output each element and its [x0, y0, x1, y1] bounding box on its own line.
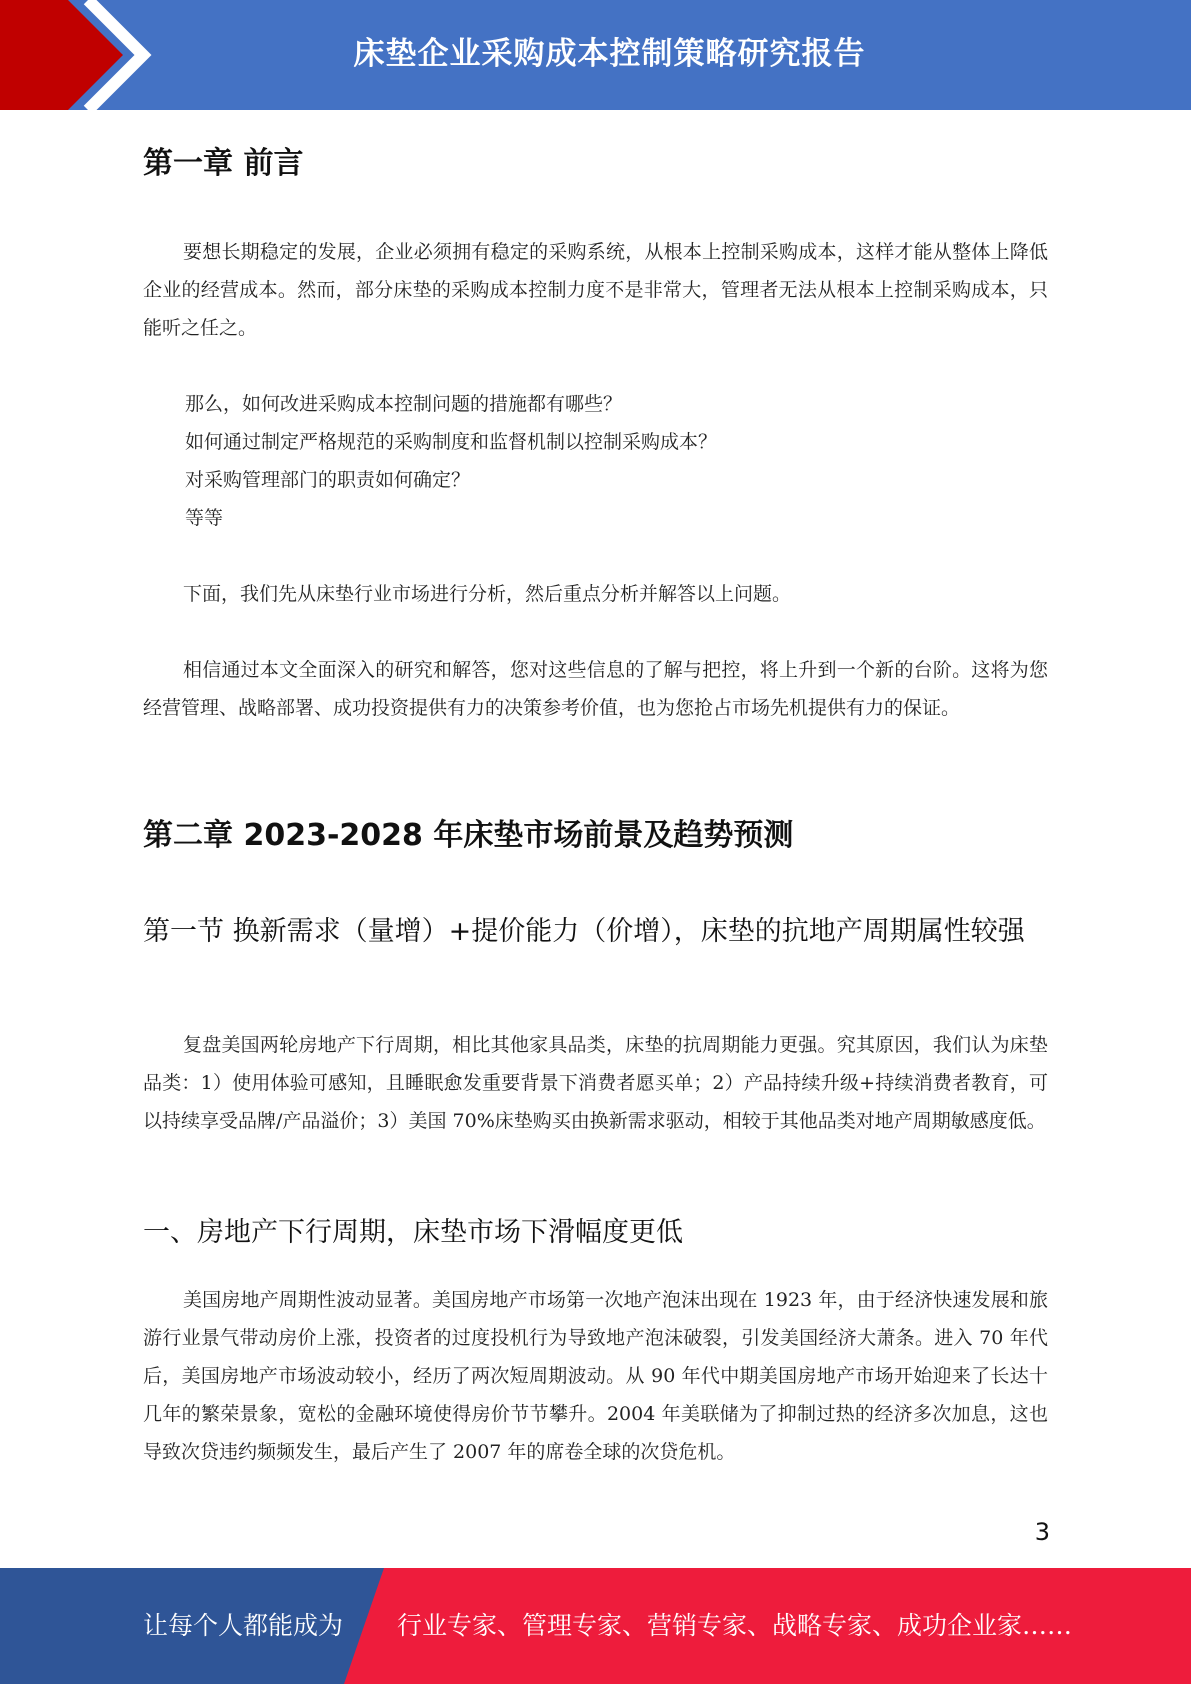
page-number: 3 [1034, 1518, 1050, 1546]
question-line-1: 那么，如何改进采购成本控制问题的措施都有哪些？ [185, 393, 623, 415]
footer-slogan-right: 行业专家、管理专家、营销专家、战略专家、成功企业家…… [397, 1611, 1073, 1640]
subsection-1-heading: 一、房地产下行周期，床垫市场下滑幅度更低 [143, 1217, 683, 1248]
chapter-1-paragraph-2: 下面，我们先从床垫行业市场进行分析，然后重点分析并解答以上问题。 [183, 583, 792, 605]
page-footer [0, 1568, 1191, 1684]
section-1-paragraph: 复盘美国两轮房地产下行周期，相比其他家具品类，床垫的抗周期能力更强。究其原因，我们认为床垫品类：1）使用体验可感知，且睡眠愈发重要背景下消费者愿买单；2）产品持续升级+持续消费者教育，可以持续享受品牌/产品溢价；3）美国 70%床垫购买由换新需求驱动，相较于其他品类对地产周期敏感度低。 [143, 1034, 1048, 1132]
section-1-heading: 第一节 换新需求（量增）+提价能力（价增），床垫的抗地产周期属性较强 [143, 916, 1025, 947]
question-line-3: 对采购管理部门的职责如何确定？ [185, 469, 471, 491]
chapter-1-heading: 第一章 前言 [143, 146, 304, 181]
chapter-1-paragraph-3: 相信通过本文全面深入的研究和解答，您对这些信息的了解与把控，将上升到一个新的台阶。这将为您经营管理、战略部署、成功投资提供有力的决策参考价值，也为您抢占市场先机提供有力的保证。 [143, 659, 1048, 719]
chapter-1-paragraph-1: 要想长期稳定的发展，企业必须拥有稳定的采购系统，从根本上控制采购成本，这样才能从整体上降低企业的经营成本。然而，部分床垫的采购成本控制力度不是非常大，管理者无法从根本上控制采购成本，只能听之任之。 [143, 241, 1048, 339]
question-line-4: 等等 [185, 507, 224, 529]
subsection-1-paragraph: 美国房地产周期性波动显著。美国房地产市场第一次地产泡沫出现在 1923 年，由于经济快速发展和旅游行业景气带动房价上涨，投资者的过度投机行为导致地产泡沫破裂，引发美国经济大萧条。进入 70 年代后，美国房地产市场波动较小，经历了两次短周期波动。从 90 年代中期美国房地产市场开始迎来了长达十几年的繁荣景象，宽松的金融环境使得房价节节攀升。2004 年美联储为了抑制过热的经济多次加息，这也导致次贷违约频频发生，最后产生了 2007 年的席卷全球的次贷危机。 [143, 1289, 1048, 1463]
question-line-2: 如何通过制定严格规范的采购制度和监督机制以控制采购成本？ [185, 431, 718, 453]
footer-slogan-left: 让每个人都能成为 [143, 1611, 344, 1640]
page-header [0, 0, 1191, 110]
chapter-2-heading: 第二章 2023-2028 年床垫市场前景及趋势预测 [143, 818, 794, 853]
document-title: 床垫企业采购成本控制策略研究报告 [353, 35, 866, 72]
